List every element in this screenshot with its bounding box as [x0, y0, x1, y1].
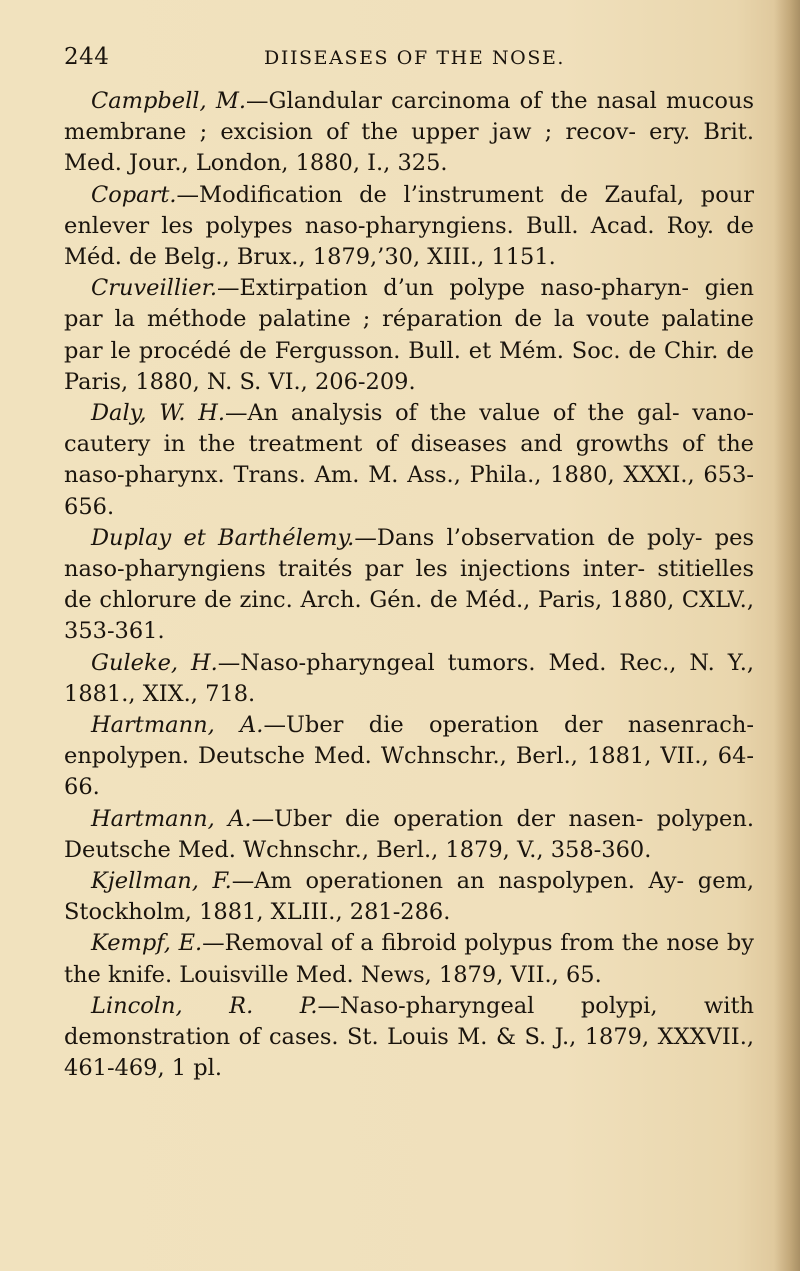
- page-header: [64, 44, 754, 78]
- entry-author: Copart.: [91, 181, 177, 208]
- entry-text: —Naso-pharyngeal tumors. Med. Rec., N. Y., 1881., XIX., 718.: [64, 649, 754, 707]
- entry-author: Kempf, E.: [91, 930, 203, 957]
- bibliography-entry: [64, 710, 754, 804]
- bibliography-entry: [64, 86, 754, 180]
- entry-text: —Glandular carcinoma of the nasal mucous membrane ; excision of the upper jaw ; recov- ery. Brit. Med. Jour., London, 1880, I., 325.: [64, 88, 754, 177]
- entry-author: Daly, W. H.: [91, 400, 225, 427]
- entry-author: Campbell, M.: [91, 88, 247, 114]
- bibliography-entry: [64, 866, 754, 928]
- entry-author: Kjellman, F.: [91, 868, 232, 895]
- entry-text: —An analysis of the value of the gal- vano-cautery in the treatment of diseases and growths of the naso-pharynx. Trans. Am. M. Ass., Phila., 1880, XXXI., 653-656.: [64, 400, 754, 520]
- entry-author: Hartmann, A.: [91, 712, 264, 739]
- entry-text: —Dans l’observation de poly- pes naso-pharyngiens traités par les injections inter- stitielles de chlorure de zinc. Arch. Gén. de Méd., Paris, 1880, CXLV., 353-361.: [64, 524, 754, 645]
- entry-text: —Modification de l’instrument de Zaufal, pour enlever les polypes naso-pharyngiens. Bull. Acad. Roy. de Méd. de Belg., Brux., 1879,’30, XIII., 1151.: [64, 181, 754, 271]
- entry-author: Cruveillier.: [91, 275, 218, 302]
- bibliography-entry: [64, 273, 754, 398]
- entry-text: —Uber die operation der nasenrach- enpolypen. Deutsche Med. Wchnschr., Berl., 1881, VII., 64-66.: [64, 712, 754, 801]
- page-edge-shadow: [774, 0, 800, 1271]
- entry-author: Guleke, H.: [91, 649, 218, 676]
- entry-text: —Uber die operation der nasen- polypen. Deutsche Med. Wchnschr., Berl., 1879, V., 358-360.: [64, 805, 754, 863]
- bibliography-list: [64, 86, 754, 1085]
- bibliography-entry: [64, 523, 754, 648]
- running-title: DIISEASES OF THE NOSE.: [264, 47, 566, 69]
- entry-text: —Removal of a fibroid polypus from the nose by the knife. Louisville Med. News, 1879, VII., 65.: [64, 930, 755, 988]
- bibliography-entry: [64, 398, 754, 523]
- bibliography-entry: [64, 991, 754, 1085]
- entry-text: —Extirpation d’un polype naso-pharyn- gien par la méthode palatine ; réparation de la voute palatine par le procédé de Fergusson. Bull. et Mém. Soc. de Chir. de Paris, 1880, N. S. VI., 206-209.: [64, 275, 754, 395]
- entry-author: Lincoln, R. P.: [91, 992, 318, 1019]
- entry-text: —Am operationen an naspolypen. Ay- gem, Stockholm, 1881, XLIII., 281-286.: [64, 868, 754, 926]
- bibliography-entry: [64, 928, 754, 990]
- entry-author: Hartmann, A.: [91, 805, 252, 832]
- bibliography-entry: [64, 180, 754, 274]
- bibliography-entry: [64, 648, 754, 710]
- entry-author: Duplay et Barthélemy.: [91, 524, 355, 551]
- entry-text: —Naso-pharyngeal polypi, with demonstration of cases. St. Louis M. & S. J., 1879, XXXVII., 461-469, 1 pl.: [64, 992, 755, 1082]
- page-number: 244: [64, 44, 110, 70]
- bibliography-entry: [64, 804, 754, 866]
